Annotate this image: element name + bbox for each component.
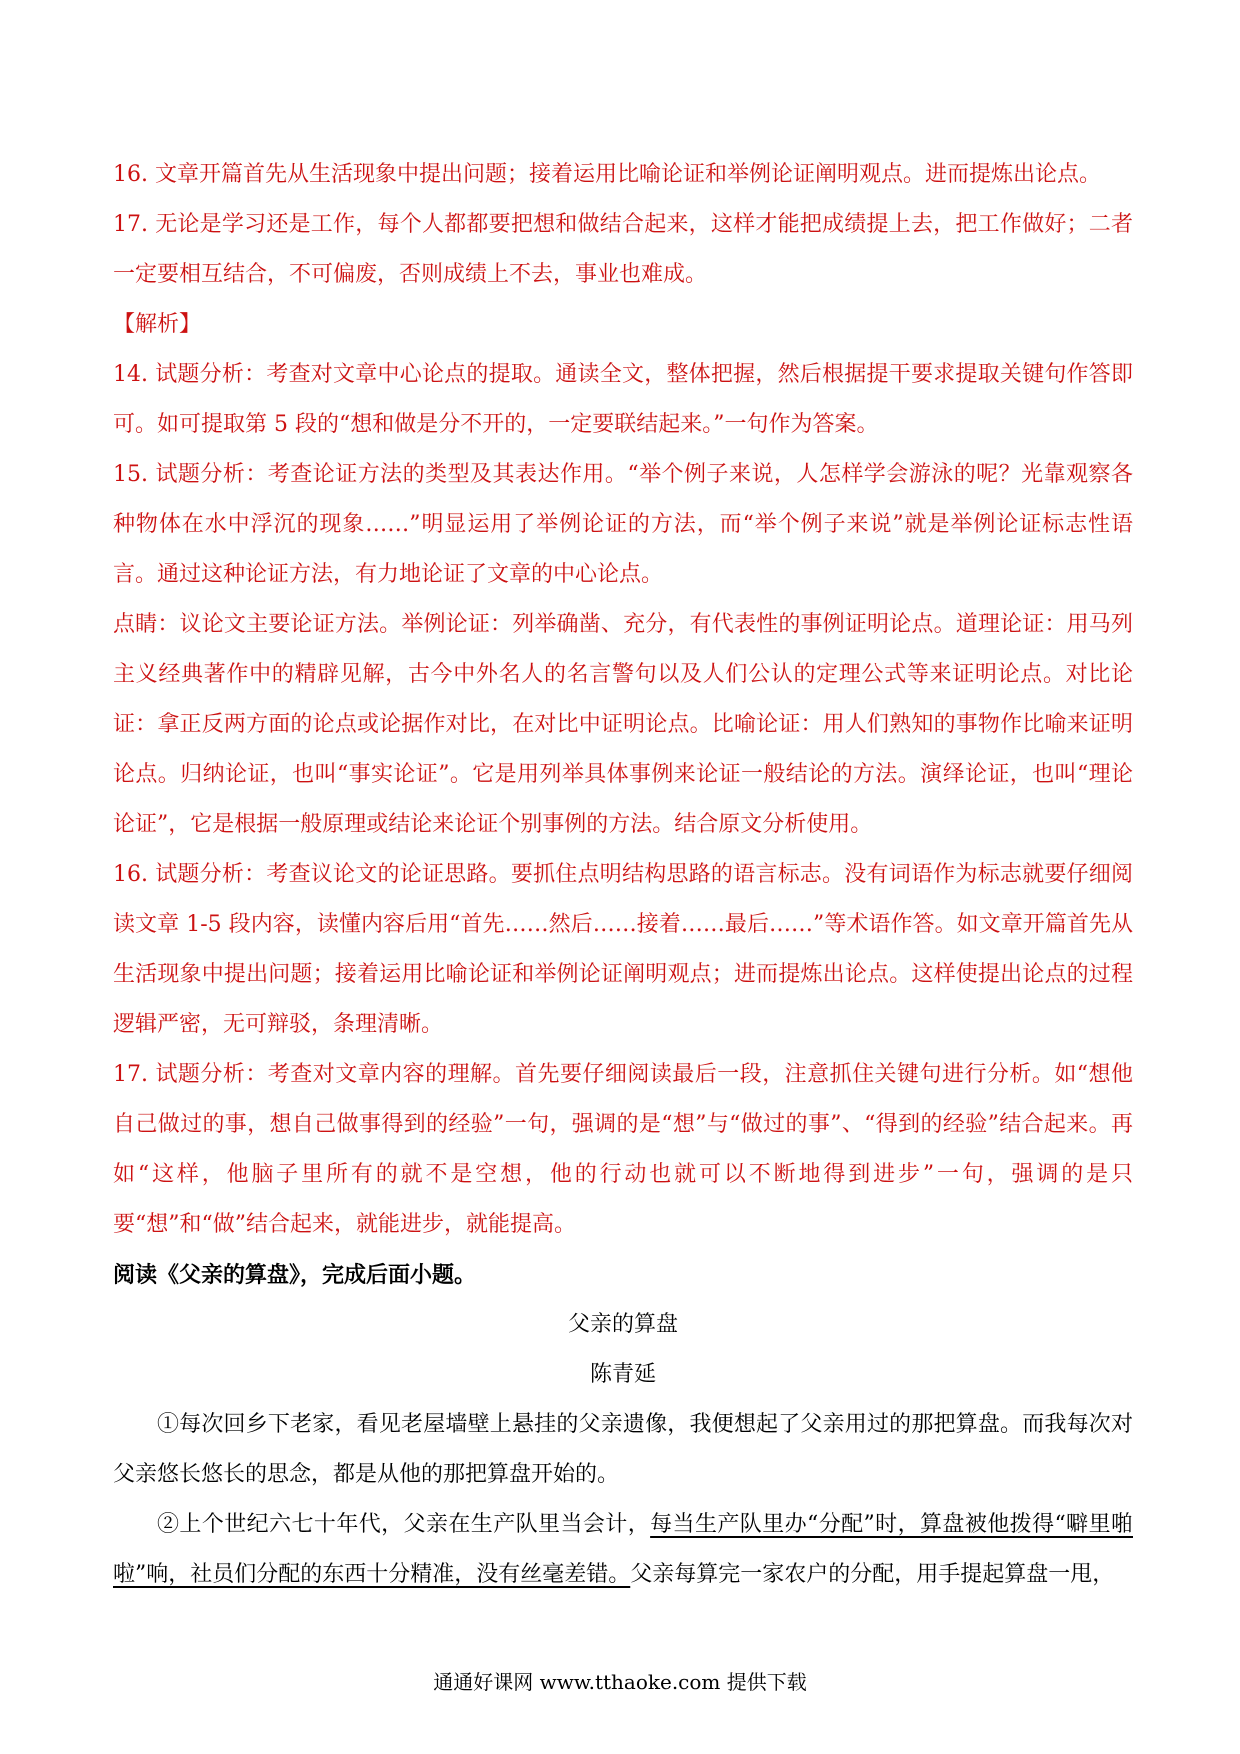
- paragraph-2-start: ②上个世纪六七十年代，父亲在生产队里当会计，: [157, 1512, 651, 1537]
- analysis-tip: 点睛：议论文主要论证方法。举例论证：列举确凿、充分，有代表性的事例证明论点。道理论证：用马列主义经典著作中的精辟见解，古今中外名人的名言警句以及人们公认的定理公式等来证明论点。对比论证：拿正反两方面的论点或论据作对比，在对比中证明论点。比喻论证：用人们熟知的事物作比喻来证明论点。归纳论证，也叫“事实论证”。它是用列举具体事例来论证一般结论的方法。演绎论证，也叫“理论论证”，它是根据一般原理或结论来论证个别事例的方法。结合原文分析使用。: [113, 612, 1133, 837]
- analysis-17: 17. 试题分析：考查对文章内容的理解。首先要仔细阅读最后一段，注意抓住关键句进行分析。如“想他自己做过的事，想自己做事得到的经验”一句，强调的是“想”与“做过的事”、“得到的经验”结合起来。再如“这样，他脑子里所有的就不是空想，他的行动也就可以不断地得到进步”一句，强调的是只要“想”和“做”结合起来，就能进步，就能提高。: [113, 1062, 1133, 1237]
- analysis-14: 14. 试题分析：考查对文章中心论点的提取。通读全文，整体把握，然后根据提干要求提取关键句作答即可。如可提取第 5 段的“想和做是分不开的，一定要联结起来。”一句作为答案。: [113, 362, 1133, 437]
- article-author: 陈青延: [589, 1362, 656, 1387]
- analysis-label: 【解析】: [113, 312, 202, 337]
- analysis-16: 16. 试题分析：考查议论文的论证思路。要抓住点明结构思路的语言标志。没有词语作为标志就要仔细阅读文章 1-5 段内容，读懂内容后用“首先……然后……接着……最后……”等术语作答。如文章开篇首先从生活现象中提出问题；接着运用比喻论证和举例论证阐明观点；进而提炼出论点。这样使提出论点的过程逻辑严密，无可辩驳，条理清晰。: [113, 862, 1133, 1037]
- page-footer: 通通好课网 www.tthaoke.com 提供下载: [433, 1670, 807, 1694]
- reading-instruction: 阅读《父亲的算盘》，完成后面小题。: [113, 1262, 477, 1288]
- analysis-15: 15. 试题分析：考查论证方法的类型及其表达作用。“举个例子来说，人怎样学会游泳的呢？光靠观察各种物体在水中浮沉的现象……”明显运用了举例论证的方法，而“举个例子来说”就是举例论证标志性语言。通过这种论证方法，有力地论证了文章的中心论点。: [113, 462, 1133, 587]
- article-paragraph-2: [113, 1500, 1133, 1600]
- article-paragraph-1: ①每次回乡下老家，看见老屋墙壁上悬挂的父亲遗像，我便想起了父亲用过的那把算盘。而我每次对父亲悠长悠长的思念，都是从他的那把算盘开始的。: [113, 1412, 1133, 1487]
- answer-17: 17. 无论是学习还是工作，每个人都都要把想和做结合起来，这样才能把成绩提上去，把工作做好；二者一定要相互结合，不可偏废，否则成绩上不去，事业也难成。: [113, 212, 1133, 287]
- paragraph-2-underlined-sentence: 每当生产队里办“分配”时，算盘被他拨得“噼里啪啦”响，社员们分配的东西十分精准，没有丝毫差错。: [113, 1512, 1133, 1587]
- answer-16: 16. 文章开篇首先从生活现象中提出问题；接着运用比喻论证和举例论证阐明观点。进而提炼出论点。: [113, 162, 1101, 187]
- article-title: 父亲的算盘: [567, 1312, 678, 1337]
- page-content: [113, 150, 1133, 1600]
- paragraph-2-end: 父亲每算完一家农户的分配，用手提起算盘一甩，: [630, 1562, 1115, 1587]
